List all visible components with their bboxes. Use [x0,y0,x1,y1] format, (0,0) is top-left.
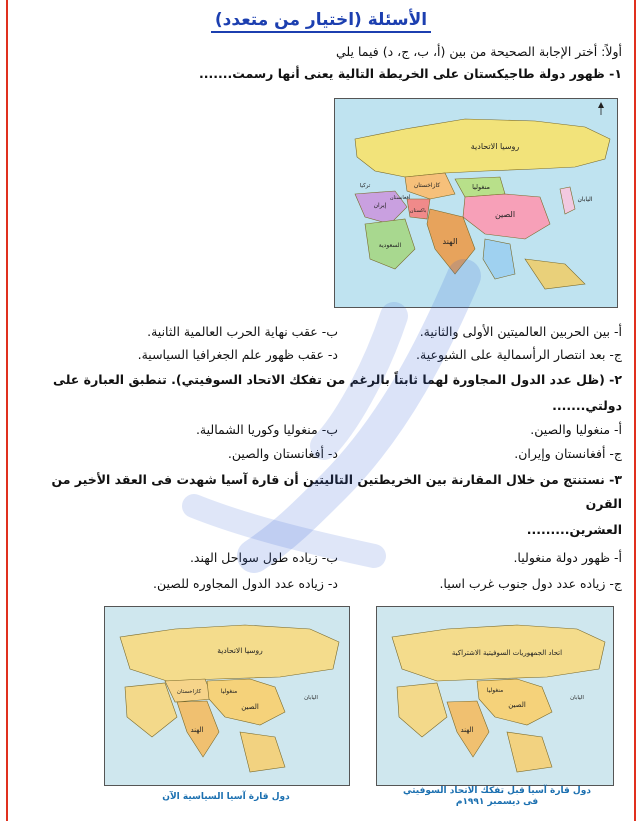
map1-label-russia: روسيا الاتحادية [470,142,520,151]
map-right-label-japan: اليابان [570,695,584,701]
q3-option-a: أ- ظهور دولة منغوليا. [513,550,622,565]
map1-label-india: الهند [442,237,458,246]
question-3-text-line1: ٣- نستنتج من خلال المقارنة بين الخريطتين التاليتين أن قارة آسيا شهدت فى العقد الأخير من [51,472,622,487]
map1-label-pakistan: باكستان [409,208,427,214]
question-3-text-line2: القرن [585,496,622,511]
q3-option-d: د- زياده عدد الدول المجاوره للصين. [153,576,338,591]
question-2-text-line2: دولتي....... [552,398,622,413]
map1-label-afghanistan: أفغانستان [389,195,411,201]
map-right-caption-line2: فى ديسمبر ١٩٩١م [455,797,539,807]
question-3-text-line3: العشرين......... [526,522,622,537]
map-right-caption [386,786,608,808]
title-text: الأسئلة (اختيار من متعدد) [211,10,431,33]
question-1-text: ١- ظهور دولة طاجيكستان على الخريطة التالية يعنى أنها رسمت....... [199,66,622,81]
map-right-label-mongolia: منغوليا [486,687,504,694]
page-border-left [6,0,8,821]
asia-map-before-1991 [376,606,614,786]
worksheet-page [14,6,628,816]
map-left-label-china: الصين [241,703,259,711]
question-2-text-line1: ٢- (ظل عدد الدول المجاورة لهما ثابتاً بالرغم من تفكك الاتحاد السوفيتي). تنطبق العبارة على [53,372,622,387]
instruction-text: أولاً: أختر الإجابة الصحيحة من بين (أ، ب، ج، د) فيما يلي [335,44,622,59]
asia-map-current [104,606,350,786]
q3-option-c: ج- زياده عدد دول جنوب غرب اسيا. [439,576,622,591]
map1-label-turkey: تركيا [359,183,371,189]
map-left-label-kazakhstan: كازاخستان [176,689,202,695]
map-left-label-india: الهند [190,726,204,734]
map-left-label-russia: روسيا الاتحادية [217,646,263,655]
asia-map-1 [334,98,618,308]
q3-option-b: ب- زياده طول سواحل الهند. [189,550,338,565]
map1-label-iran: إيران [373,202,387,209]
map1-label-mongolia: منغوليا [472,183,490,191]
q1-option-d: د- عقب ظهور علم الجغرافيا السياسية. [137,347,338,362]
map-right-label-ussr: اتحاد الجمهوريات السوفيتية الاشتراكية [451,649,563,657]
q2-option-c: ج- أفغانستان وإيران. [514,446,622,461]
map1-label-saudi: السعودية [378,242,402,249]
map-right-label-china: الصين [508,701,526,709]
q1-option-b: ب- عقب نهاية الحرب العالمية الثانية. [147,324,338,339]
map-left-label-japan: اليابان [304,695,318,701]
map1-label-kazakhstan: كازاخستان [413,182,441,189]
q2-option-b: ب- منغوليا وكوريا الشمالية. [195,422,338,437]
q2-option-d: د- أفغانستان والصين. [227,446,338,461]
map-left-label-mongolia: منغوليا [220,688,238,695]
page-border-right [634,0,636,821]
map1-label-japan: اليابان [577,196,593,203]
page-title [14,10,628,30]
q1-option-a: أ- بين الحربين العالميتين الأولى والثانية. [419,324,622,339]
map-right-caption-line1: دول قارة آسيا قبل تفكك الاتحاد السوفيتي [403,786,591,796]
map-right-label-india: الهند [460,726,474,734]
q2-option-a: أ- منغوليا والصين. [530,422,622,437]
map-left-caption: دول قارة آسيا السياسية الآن [162,792,290,802]
q1-option-c: ج- بعد انتصار الرأسمالية على الشيوعية. [416,347,622,362]
map1-label-china: الصين [494,210,516,219]
